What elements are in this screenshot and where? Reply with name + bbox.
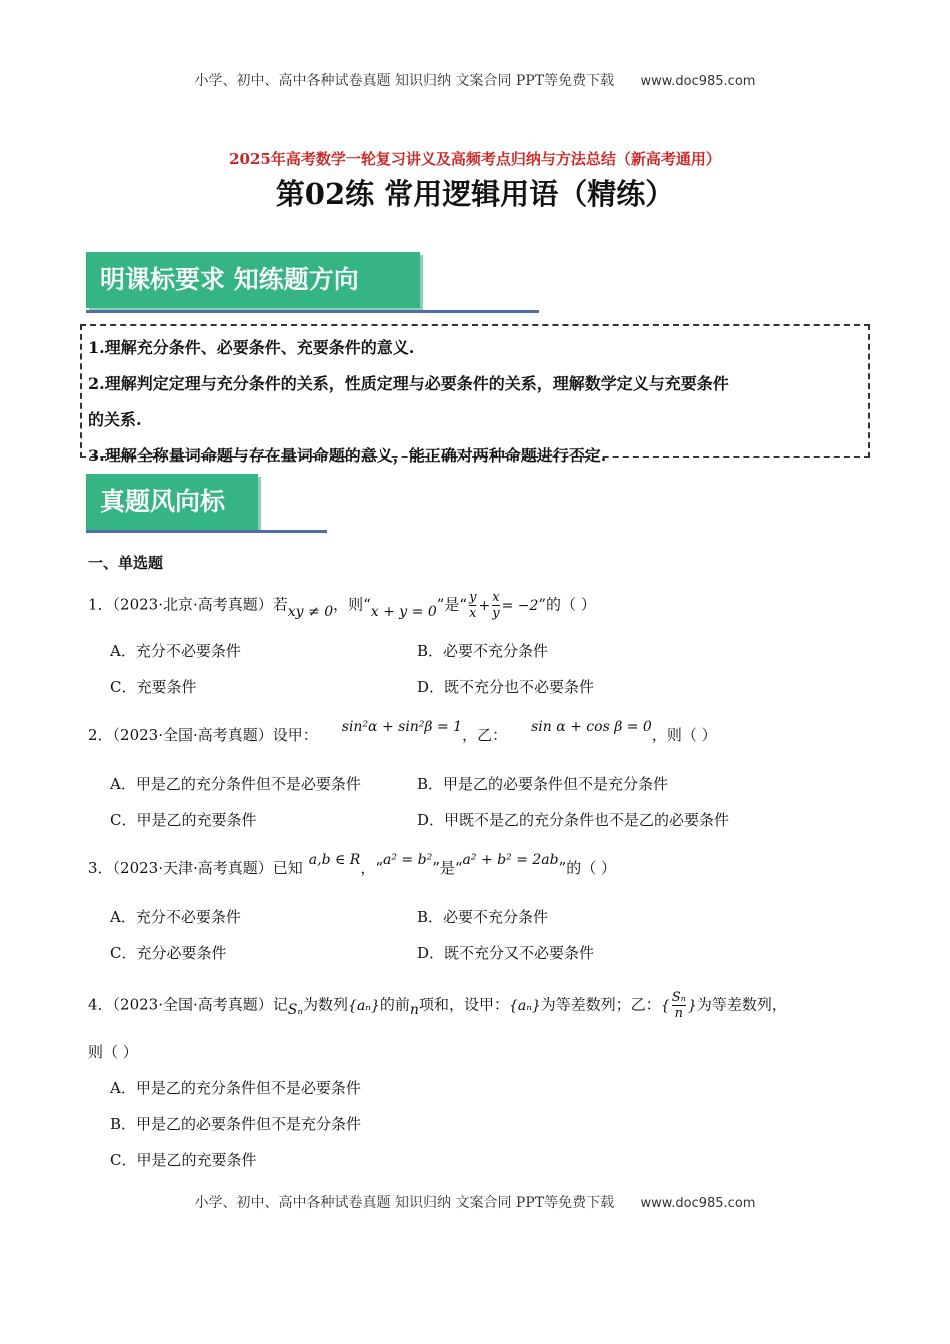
question-text: ”是“ [436,595,468,614]
question-2 [88,719,717,745]
math-expr: sin α + cos β = 0 [531,719,652,735]
document-title: 第02练 常用逻辑用语（精练） [275,177,675,211]
requirement-item: 2.理解判定定理与充分条件的关系，性质定理与必要条件的关系，理解数学定义与充要条件 [88,374,729,393]
option-c[interactable]: C．充要条件 [110,678,197,696]
question-number: 3． [88,859,113,877]
divider [86,530,327,533]
question-number: 2． [88,726,113,744]
math-expr: a² + b² = 2ab [462,852,559,868]
requirement-item: 3.理解全称量词命题与存在量词命题的意义，能正确对两种命题进行否定. [88,446,607,465]
math-expr: {aₙ} [508,997,541,1014]
question-4: 4．（2023·全国·高考真题）记Sₙ为数列{aₙ}的前n项和，设甲：{aₙ}为等差数列；乙：{ $\frac{\text{Sₙ}}{n}$ }为等差数列， [88,990,787,1021]
option-d[interactable]: D．甲既不是乙的充分条件也不是乙的必要条件 [417,811,730,829]
question-source: （2023·北京·高考真题）若 [112,595,288,614]
fraction [492,590,499,621]
math-expr: sin²α + sin²β = 1 [341,719,463,735]
math-expr: a² = b² [383,852,433,868]
question-source: （2023·天津·高考真题）已知 [112,859,303,877]
question-text: ，则“ [333,595,371,614]
option-d[interactable]: D．既不充分也不必要条件 [417,678,595,696]
question-text: 项和，设甲： [418,995,509,1014]
option-a[interactable]: A．甲是乙的充分条件但不是必要条件 [110,1079,361,1097]
option-c[interactable]: C．充分必要条件 [110,944,227,962]
option-a[interactable]: A．充分不必要条件 [110,908,241,926]
option-d[interactable]: D．既不充分又不必要条件 [417,944,595,962]
question-number: 1． [88,595,113,614]
banner-requirements: 明课标要求 知练题方向 [86,252,420,308]
page-footer [0,1192,950,1212]
requirement-item: 1.理解充分条件、必要条件、充要条件的意义. [88,338,415,357]
fraction [672,990,686,1021]
footer-text: 小学、初中、高中各种试卷真题 知识归纳 文案合同 PPT等免费下载 [194,1195,615,1211]
option-c[interactable]: C．甲是乙的充要条件 [110,811,257,829]
math-expr: n [409,1001,419,1018]
question-text: ，则（ ） [651,726,717,744]
frac-num: Sₙ [671,990,686,1005]
page-header [0,70,950,90]
frac-den: y [492,606,500,621]
question-number: 4． [88,995,113,1014]
header-text: 小学、初中、高中各种试卷真题 知识归纳 文案合同 PPT等免费下载 [194,73,615,89]
header-site[interactable]: www.doc985.com [640,74,756,89]
question-text: 为数列 [303,995,349,1014]
requirements-box [80,324,870,465]
option-b[interactable]: B．甲是乙的必要条件但不是充分条件 [110,1115,362,1133]
banner-real-questions: 真题风向标 [86,474,258,530]
math-expr: {aₙ} [348,997,380,1014]
option-b[interactable]: B．必要不充分条件 [417,642,549,660]
frac-den: n [674,1006,684,1021]
requirement-item: 的关系. [88,410,142,429]
document-subtitle: 2025年高考数学一轮复习讲义及高频考点归纳与方法总结（新高考通用） [229,150,721,168]
math-expr: Sₙ [287,1001,304,1018]
question-4-continued: 则（ ） [88,1043,138,1061]
frac-num: x [492,590,500,605]
fraction [469,590,476,621]
question-text: ，乙： [462,726,508,744]
question-text: 为等差数列， [696,995,787,1014]
math-expr: x + y = 0 [370,603,437,620]
section-heading: 一、单选题 [88,554,164,572]
question-text: ，“ [360,859,384,877]
option-b[interactable]: B．必要不充分条件 [417,908,549,926]
option-a[interactable]: A．充分不必要条件 [110,642,241,660]
footer-site[interactable]: www.doc985.com [640,1196,756,1211]
option-a[interactable]: A．甲是乙的充分条件但不是必要条件 [110,775,361,793]
option-c[interactable]: C．甲是乙的充要条件 [110,1151,257,1169]
question-text: 为等差数列；乙： [540,995,661,1014]
question-3 [88,852,616,878]
frac-den: x [469,606,477,621]
frac-num: y [469,590,477,605]
question-text: 的前 [379,995,410,1014]
math-expr: + [478,597,491,614]
question-text: ”是“ [432,859,463,877]
question-text: ”的（ ） [538,595,596,614]
math-expr: a,b ∈ R [308,852,361,868]
question-1 [88,590,596,621]
math-expr: = −2 [501,597,539,614]
question-text: ”的（ ） [558,859,616,877]
divider [86,310,539,313]
question-source: （2023·全国·高考真题）设甲： [112,726,318,744]
question-source: （2023·全国·高考真题）记 [112,995,288,1014]
math-expr: xy ≠ 0 [287,603,334,620]
option-b[interactable]: B．甲是乙的必要条件但不是充分条件 [417,775,669,793]
